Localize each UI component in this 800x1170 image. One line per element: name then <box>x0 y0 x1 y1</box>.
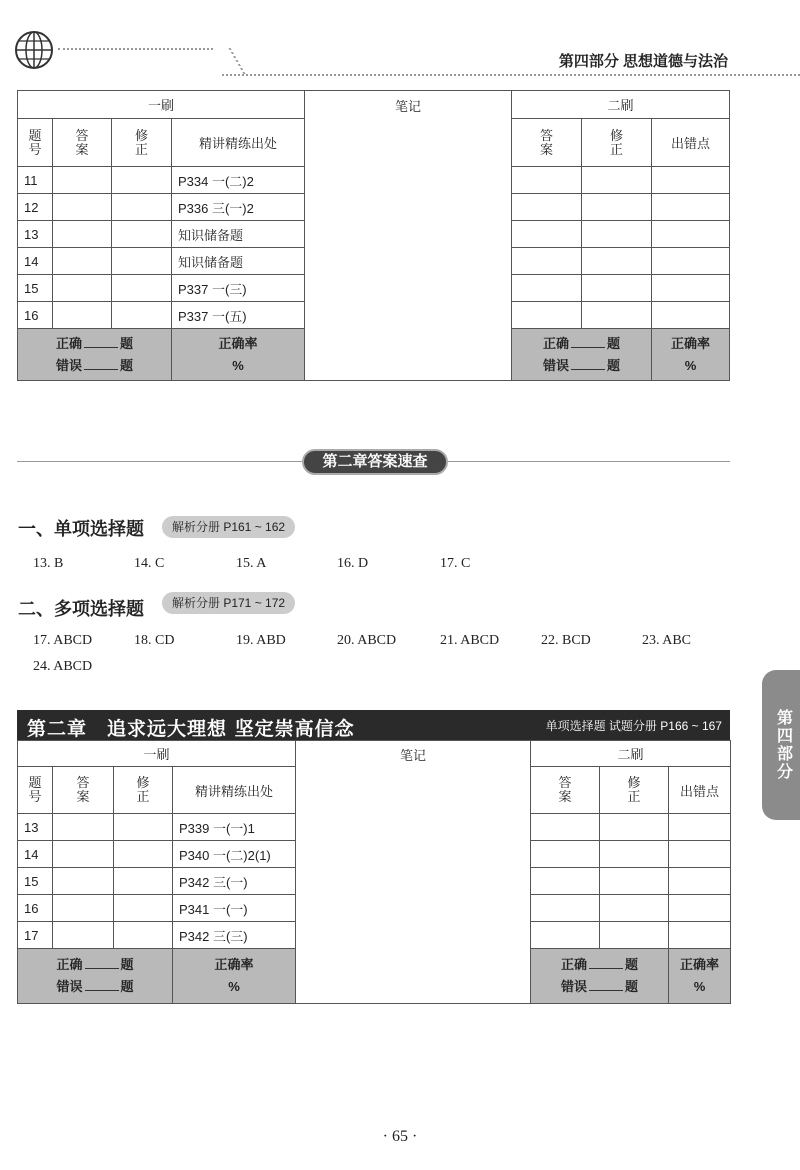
answer-cell-2[interactable] <box>531 841 600 868</box>
answer-cell-2[interactable] <box>531 922 600 949</box>
qnum-header: 题 号 <box>18 767 53 814</box>
answer-item: 17. ABCD <box>33 633 93 648</box>
header-dotted-line <box>58 48 213 50</box>
fix-cell-2[interactable] <box>582 302 652 329</box>
question-number: 12 <box>18 194 53 221</box>
chapter-reference: 单项选择题 试题分册 P166 ~ 167 <box>545 719 722 733</box>
answer-cell-2[interactable] <box>512 302 582 329</box>
fix-cell[interactable] <box>114 814 173 841</box>
page-number: · 65 · <box>382 1128 418 1145</box>
multi-choice-title: 二、多项选择题 <box>18 599 144 619</box>
answer-cell[interactable] <box>53 922 114 949</box>
source-cell: P341 一(一) <box>173 895 296 922</box>
first-pass-header: 一刷 <box>18 741 296 767</box>
first-pass-tally[interactable]: 正确 题 错误 题 <box>18 329 172 381</box>
answer-item: 13. B <box>33 556 64 571</box>
fix-cell[interactable] <box>112 167 172 194</box>
second-pass-header: 二刷 <box>512 91 730 119</box>
fix-header-2: 修 正 <box>582 119 652 167</box>
source-cell: 知识储备题 <box>172 248 305 275</box>
answer-item: 23. ABC <box>642 633 692 648</box>
source-cell: P342 三(一) <box>173 868 296 895</box>
answer-item: 17. C <box>440 556 471 571</box>
answer-item: 24. ABCD <box>33 659 93 674</box>
second-pass-header: 二刷 <box>531 741 731 767</box>
multi-choice-badge: 解析分册 P171 ~ 172 <box>162 592 295 614</box>
fix-cell[interactable] <box>114 841 173 868</box>
first-pass-rate[interactable]: 正确率 % <box>173 949 296 1004</box>
globe-icon <box>14 30 54 70</box>
notes-column[interactable] <box>305 91 512 381</box>
source-cell: P337 一(五) <box>172 302 305 329</box>
question-number: 16 <box>18 302 53 329</box>
fix-header: 修 正 <box>114 767 173 814</box>
fix-cell[interactable] <box>114 868 173 895</box>
page-header <box>0 0 800 80</box>
review-table-1 <box>17 90 730 381</box>
answer-quickcheck-label: 第二章答案速查 <box>302 449 448 475</box>
fix-cell-2[interactable] <box>600 814 669 841</box>
error-point-cell[interactable] <box>669 868 731 895</box>
notes-header: 笔记 <box>400 748 427 763</box>
source-header: 精讲精练出处 <box>173 767 296 814</box>
fix-header: 修 正 <box>112 119 172 167</box>
chapter-title: 第二章 追求远大理想 坚定崇高信念 <box>27 718 355 740</box>
error-point-cell[interactable] <box>652 167 730 194</box>
question-number: 15 <box>18 275 53 302</box>
page-header-title: 第四部分 思想道德与法治 <box>558 53 728 70</box>
divider-line-right <box>448 461 730 462</box>
error-point-header: 出错点 <box>652 119 730 167</box>
fix-cell[interactable] <box>112 248 172 275</box>
first-pass-tally[interactable]: 正确 题 错误 题 <box>18 949 173 1004</box>
answer-cell[interactable] <box>53 221 112 248</box>
error-point-cell[interactable] <box>652 194 730 221</box>
answer-cell[interactable] <box>53 248 112 275</box>
error-point-cell[interactable] <box>669 841 731 868</box>
fix-cell-2[interactable] <box>600 922 669 949</box>
answer-cell[interactable] <box>53 167 112 194</box>
single-choice-badge: 解析分册 P161 ~ 162 <box>162 516 295 538</box>
fix-cell-2[interactable] <box>582 275 652 302</box>
second-pass-rate[interactable]: 正确率 % <box>652 329 730 381</box>
fix-cell[interactable] <box>112 194 172 221</box>
question-number: 11 <box>18 167 53 194</box>
fix-cell-2[interactable] <box>600 868 669 895</box>
fix-cell-2[interactable] <box>582 194 652 221</box>
chapter-banner <box>17 710 730 740</box>
fix-cell-2[interactable] <box>582 167 652 194</box>
second-pass-tally[interactable]: 正确 题 错误 题 <box>531 949 669 1004</box>
fix-cell[interactable] <box>114 895 173 922</box>
answer-cell-2[interactable] <box>512 248 582 275</box>
answer-cell[interactable] <box>53 814 114 841</box>
answer-cell-2[interactable] <box>531 814 600 841</box>
answer-item: 14. C <box>134 556 165 571</box>
error-point-cell[interactable] <box>652 221 730 248</box>
fix-cell[interactable] <box>112 275 172 302</box>
header-dotted-rule <box>222 74 800 76</box>
question-number: 14 <box>18 248 53 275</box>
error-point-cell[interactable] <box>669 922 731 949</box>
answer-cell[interactable] <box>53 895 114 922</box>
fix-header-2: 修 正 <box>600 767 669 814</box>
question-number: 13 <box>18 221 53 248</box>
question-number: 14 <box>18 841 53 868</box>
error-point-cell[interactable] <box>652 302 730 329</box>
fix-cell[interactable] <box>112 302 172 329</box>
answer-cell[interactable] <box>53 841 114 868</box>
error-point-cell[interactable] <box>652 248 730 275</box>
answer-item: 16. D <box>337 556 369 571</box>
second-pass-rate[interactable]: 正确率 % <box>669 949 731 1004</box>
review-table-2 <box>17 740 731 1004</box>
error-point-cell[interactable] <box>669 814 731 841</box>
notes-header: 笔记 <box>395 99 422 114</box>
answer-cell-2[interactable] <box>512 221 582 248</box>
answer-header: 答 案 <box>53 119 112 167</box>
fix-cell-2[interactable] <box>582 221 652 248</box>
answer-item: 22. BCD <box>541 633 591 648</box>
source-cell: P342 三(三) <box>173 922 296 949</box>
fix-cell[interactable] <box>112 221 172 248</box>
answer-item: 18. CD <box>134 633 175 648</box>
answer-item: 19. ABD <box>236 633 286 648</box>
question-number: 17 <box>18 922 53 949</box>
error-point-header: 出错点 <box>669 767 731 814</box>
qnum-header: 题 号 <box>18 119 53 167</box>
answer-cell-2[interactable] <box>531 868 600 895</box>
single-choice-title: 一、单项选择题 <box>18 519 144 539</box>
answer-cell-2[interactable] <box>531 895 600 922</box>
source-cell: P339 一(一)1 <box>173 814 296 841</box>
section-side-tab[interactable] <box>762 670 800 820</box>
answer-cell[interactable] <box>53 302 112 329</box>
source-cell: P337 一(三) <box>172 275 305 302</box>
notes-column[interactable] <box>296 741 531 1004</box>
question-number: 15 <box>18 868 53 895</box>
fix-cell[interactable] <box>114 922 173 949</box>
answer-cell-2[interactable] <box>512 275 582 302</box>
source-cell: P340 一(二)2(1) <box>173 841 296 868</box>
first-pass-header: 一刷 <box>18 91 305 119</box>
first-pass-rate[interactable]: 正确率 % <box>172 329 305 381</box>
fix-cell-2[interactable] <box>600 895 669 922</box>
source-cell: P336 三(一)2 <box>172 194 305 221</box>
header-dotted-slant <box>200 48 245 74</box>
error-point-cell[interactable] <box>669 895 731 922</box>
source-cell: P334 一(二)2 <box>172 167 305 194</box>
side-tab-label: 第 四 部 分 <box>776 710 793 781</box>
answer-item: 20. ABCD <box>337 633 397 648</box>
error-point-cell[interactable] <box>652 275 730 302</box>
answer-header: 答 案 <box>53 767 114 814</box>
source-cell: 知识储备题 <box>172 221 305 248</box>
question-number: 13 <box>18 814 53 841</box>
answer-cell[interactable] <box>53 194 112 221</box>
second-pass-tally[interactable]: 正确 题 错误 题 <box>512 329 652 381</box>
answer-cell[interactable] <box>53 275 112 302</box>
question-number: 16 <box>18 895 53 922</box>
answer-cell[interactable] <box>53 868 114 895</box>
answer-cell-2[interactable] <box>512 194 582 221</box>
answer-item: 21. ABCD <box>440 633 500 648</box>
answer-cell-2[interactable] <box>512 167 582 194</box>
answer-header-2: 答 案 <box>512 119 582 167</box>
fix-cell-2[interactable] <box>582 248 652 275</box>
fix-cell-2[interactable] <box>600 841 669 868</box>
source-header: 精讲精练出处 <box>172 119 305 167</box>
answer-header-2: 答 案 <box>531 767 600 814</box>
answer-item: 15. A <box>236 556 267 571</box>
divider-line-left <box>17 461 302 462</box>
